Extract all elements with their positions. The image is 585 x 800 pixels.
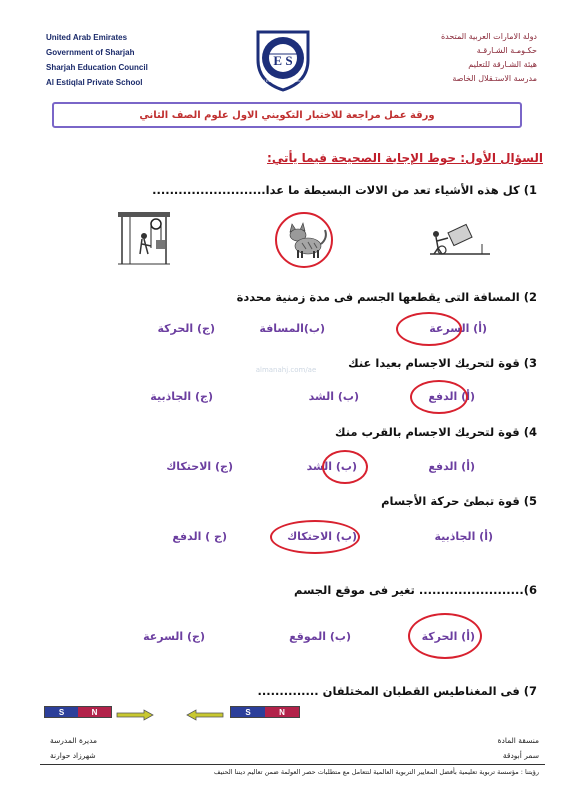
vision-statement: رؤيتنا : مؤسسة تربوية تعليمية بأفضل المعايير التربوية العالمية لتتعامل مع متطلبات حصر العولمة ضمن تعاليم ديننا الحنيف xyxy=(213,768,539,776)
logo-ring-text: Al Estiqlal private school xyxy=(261,78,305,83)
option-q5-c[interactable]: (ج ) الدفع xyxy=(172,530,227,543)
wheel-axle-picture xyxy=(428,214,492,262)
option-q4-c[interactable]: (ج) الاحتكاك xyxy=(166,460,233,473)
question-7: 7) فى المغناطيس القطبان المختلفان .............. xyxy=(257,684,537,698)
option-q3-a[interactable]: (أ) الدفع xyxy=(428,390,475,403)
question-4: 4) قوة لتحريك الاجسام بالقرب منك xyxy=(334,425,537,439)
option-q4-a[interactable]: (أ) الدفع xyxy=(428,460,475,473)
option-q3-b[interactable]: (ب) الشد xyxy=(308,390,359,403)
footer-divider xyxy=(40,764,545,765)
principal-role: مديرة المدرسة xyxy=(50,736,98,745)
header-en-line: Al Estiqlal Private School xyxy=(46,78,143,87)
subject-coordinator-name: سمر أبودقة xyxy=(502,751,539,760)
header-ar-line: حكـومـة الشـارقـة xyxy=(476,46,537,55)
magnet-left xyxy=(44,706,112,718)
header-en-line: United Arab Emirates xyxy=(46,33,128,42)
option-q6-a[interactable]: (أ) الحركة xyxy=(421,630,475,643)
answer-circle xyxy=(408,613,482,659)
header-arabic xyxy=(441,30,537,86)
option-q4-b[interactable]: (ب) الشد xyxy=(306,460,357,473)
header-ar-line: دولة الامارات العربية المتحدة xyxy=(440,32,537,41)
answer-circle xyxy=(322,450,368,484)
pulley-picture xyxy=(116,210,172,266)
arrow-right-icon xyxy=(116,706,154,718)
arrow-left-icon xyxy=(186,706,224,718)
option-q5-a[interactable]: (أ) الجاذبية xyxy=(434,530,493,543)
subject-coordinator-role: منسقة المادة xyxy=(497,736,539,745)
magnet-pole-n: N xyxy=(265,707,299,717)
option-q3-c[interactable]: (ج) الجاذبية xyxy=(150,390,213,403)
question-1: 1) كل هذه الأشياء تعد من الالات البسيطة ما عدا.......................... xyxy=(152,183,537,197)
school-logo xyxy=(252,26,314,92)
header-ar-line: هيئة الشـارقة للتعليم xyxy=(468,60,537,69)
header-en-line: Government of Sharjah xyxy=(46,48,135,57)
watermark xyxy=(226,366,346,374)
option-q5-b[interactable]: (ب) الاحتكاك xyxy=(287,530,357,543)
worksheet-title xyxy=(52,102,522,128)
option-q2-b[interactable]: (ب)المسافة xyxy=(259,322,325,335)
cat-picture xyxy=(272,210,336,270)
question-5: 5) قوة تبطئ حركة الأجسام xyxy=(381,494,537,508)
header-en-line: Sharjah Education Council xyxy=(46,63,148,72)
answer-circle xyxy=(270,520,360,554)
option-q2-c[interactable]: (ج) الحركة xyxy=(157,322,215,335)
question-6: 6)........................ تغير فى موقع الجسم xyxy=(294,583,537,597)
option-q2-a[interactable]: (أ) السرعة xyxy=(429,322,487,335)
question-2: 2) المسافة التى يقطعها الجسم فى مدة زمنية محددة xyxy=(236,290,537,304)
section-title: السؤال الأول: حوط الإجابة الصحيحة فيما يأتي: xyxy=(267,151,543,165)
option-q6-b[interactable]: (ب) الموقع xyxy=(289,630,351,643)
magnet-pole-s: S xyxy=(45,707,78,717)
question-3: 3) قوة لتحريك الاجسام بعيدا عنك xyxy=(348,356,537,370)
option-q6-c[interactable]: (ج) السرعة xyxy=(143,630,205,643)
principal-name: شهرزاد حوارنة xyxy=(50,751,96,760)
header-ar-line: مدرسة الاستـقلال الخاصة xyxy=(452,74,537,83)
magnet-pole-n: N xyxy=(78,707,111,717)
worksheet-title-text: ورقة عمل مراجعة للاختبار التكويني الاول علوم الصف الثاني xyxy=(139,109,435,121)
watermark-text: almanahj.com/ae xyxy=(255,366,317,374)
answer-circle xyxy=(410,380,468,414)
answer-circle xyxy=(396,312,462,346)
logo-letters: E S xyxy=(273,53,293,68)
magnet-pole-s: S xyxy=(231,707,265,717)
magnet-right xyxy=(230,706,300,718)
header-english xyxy=(46,30,148,90)
